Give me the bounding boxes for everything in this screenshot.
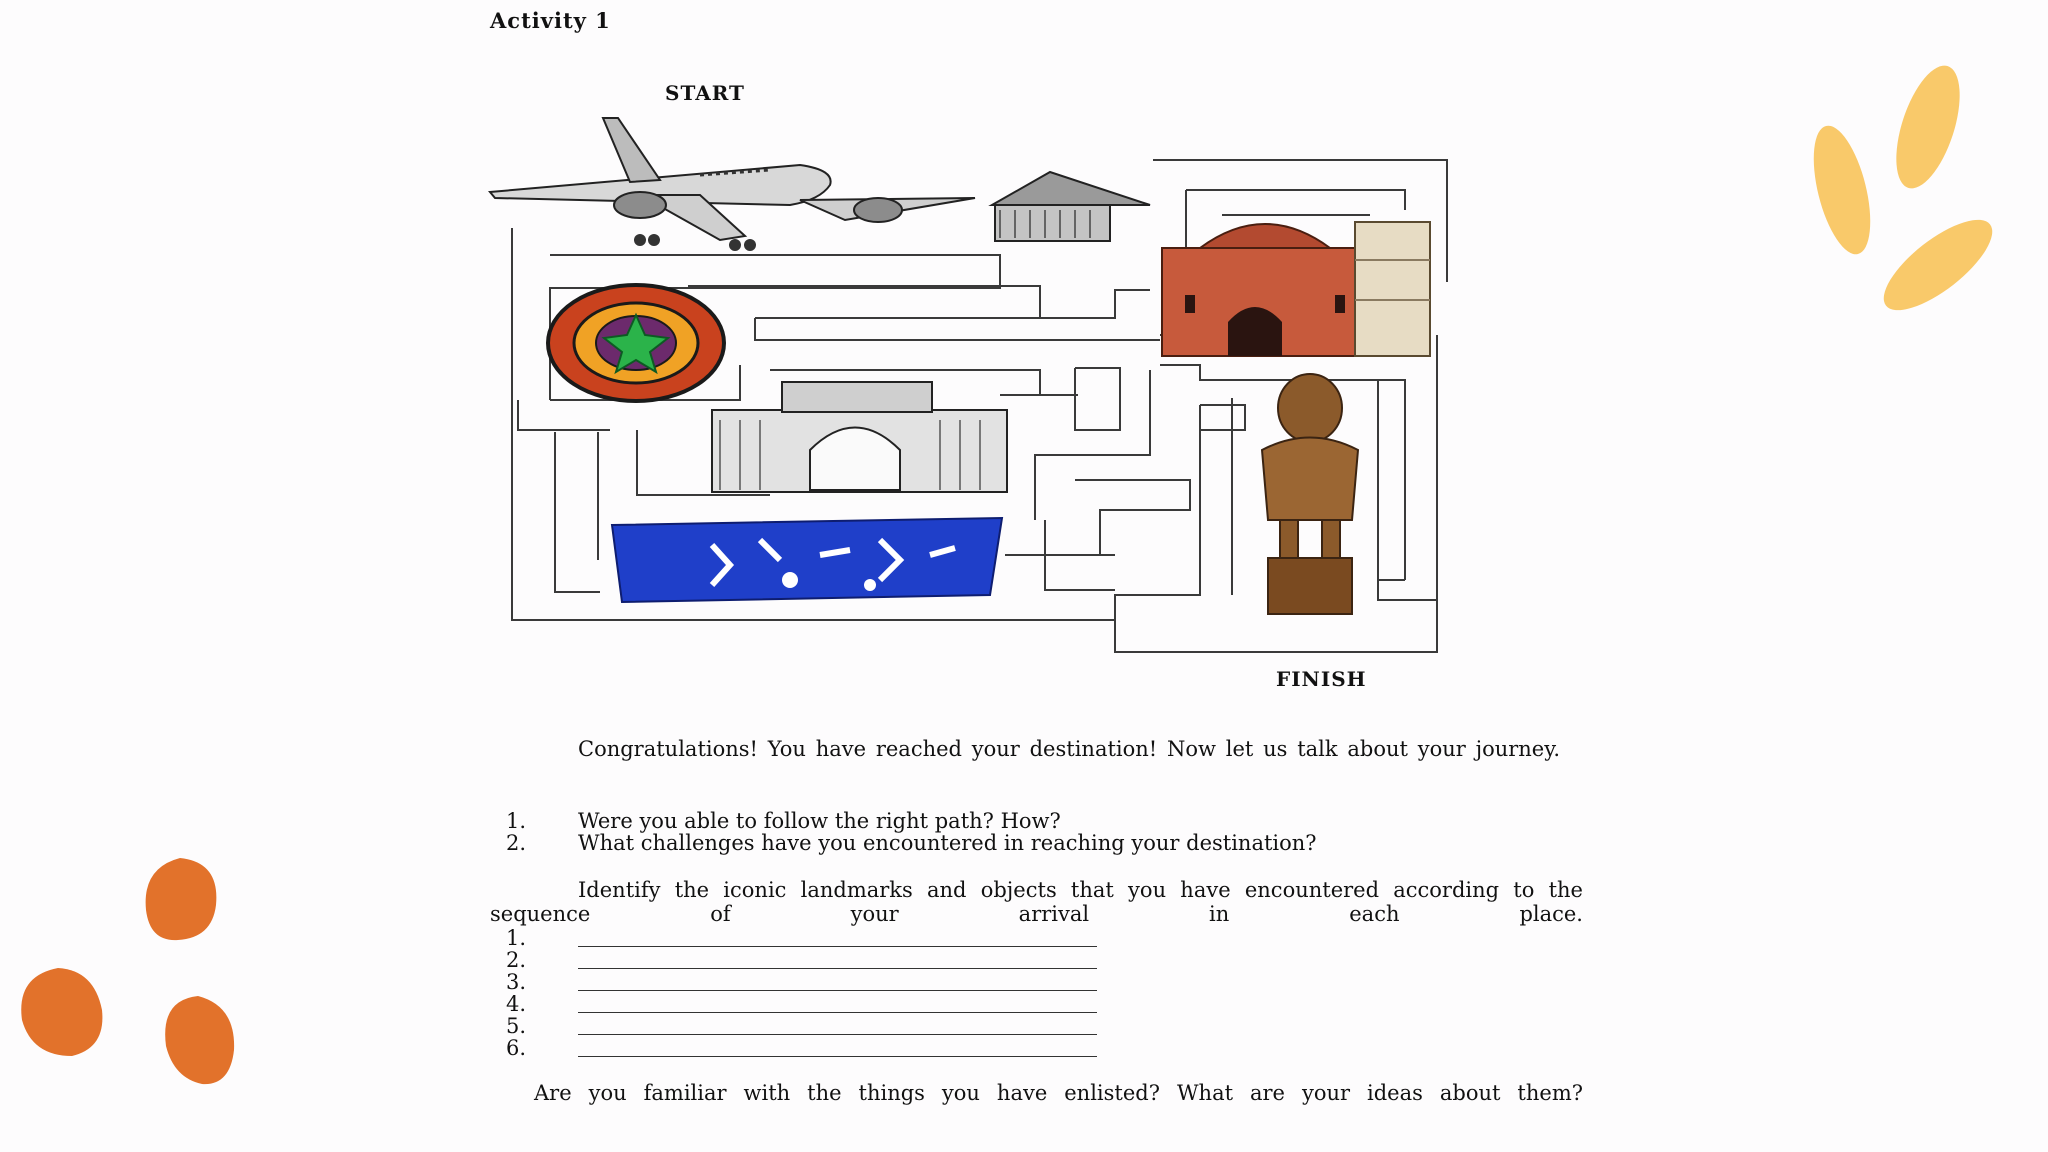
leaf-shape xyxy=(1883,58,1972,196)
identify-paragraph: Identify the iconic landmarks and objects that you have encountered according to the sequence of your arrival in each place. xyxy=(490,878,1583,926)
blob-shape xyxy=(165,996,234,1084)
bulul-statue-icon xyxy=(1262,374,1358,614)
blank-line[interactable] xyxy=(578,946,1097,947)
question-text: What challenges have you encountered in reaching your destination? xyxy=(578,831,1317,855)
yellow-leaves-decoration xyxy=(1790,55,2010,315)
closing-paragraph: Are you familiar with the things you have enlisted? What are your ideas about them? xyxy=(534,1081,1583,1105)
blank-number: 3. xyxy=(505,970,526,994)
airplane-icon xyxy=(490,118,975,251)
maze-finish-label: FINISH xyxy=(1276,667,1367,691)
stone-gate-icon xyxy=(712,382,1007,492)
blank-line[interactable] xyxy=(578,1012,1097,1013)
leaf-shape xyxy=(1803,120,1882,260)
question-number: 1. xyxy=(505,809,526,833)
activity-title: Activity 1 xyxy=(490,8,611,33)
orange-blobs-decoration xyxy=(10,850,250,1090)
blank-number: 2. xyxy=(505,948,526,972)
blank-line[interactable] xyxy=(578,990,1097,991)
blank-number: 6. xyxy=(505,1036,526,1060)
red-fort-icon xyxy=(1162,222,1430,356)
maze-start-label: START xyxy=(665,81,745,105)
blank-line[interactable] xyxy=(578,968,1097,969)
woven-mat-icon xyxy=(548,285,724,401)
blank-number: 1. xyxy=(505,926,526,950)
blank-line[interactable] xyxy=(578,1034,1097,1035)
blank-number: 5. xyxy=(505,1014,526,1038)
congrats-paragraph: Congratulations! You have reached your destination! Now let us talk about your journey. xyxy=(578,737,1560,761)
blue-textile-icon xyxy=(612,518,1002,602)
question-number: 2. xyxy=(505,831,526,855)
blank-line[interactable] xyxy=(578,1056,1097,1057)
blob-shape xyxy=(21,968,102,1056)
question-text: Were you able to follow the right path? How? xyxy=(578,809,1061,833)
nipa-hut-icon xyxy=(992,172,1150,241)
leaf-shape xyxy=(1871,205,2006,315)
blank-number: 4. xyxy=(505,992,526,1016)
blob-shape xyxy=(146,858,217,940)
